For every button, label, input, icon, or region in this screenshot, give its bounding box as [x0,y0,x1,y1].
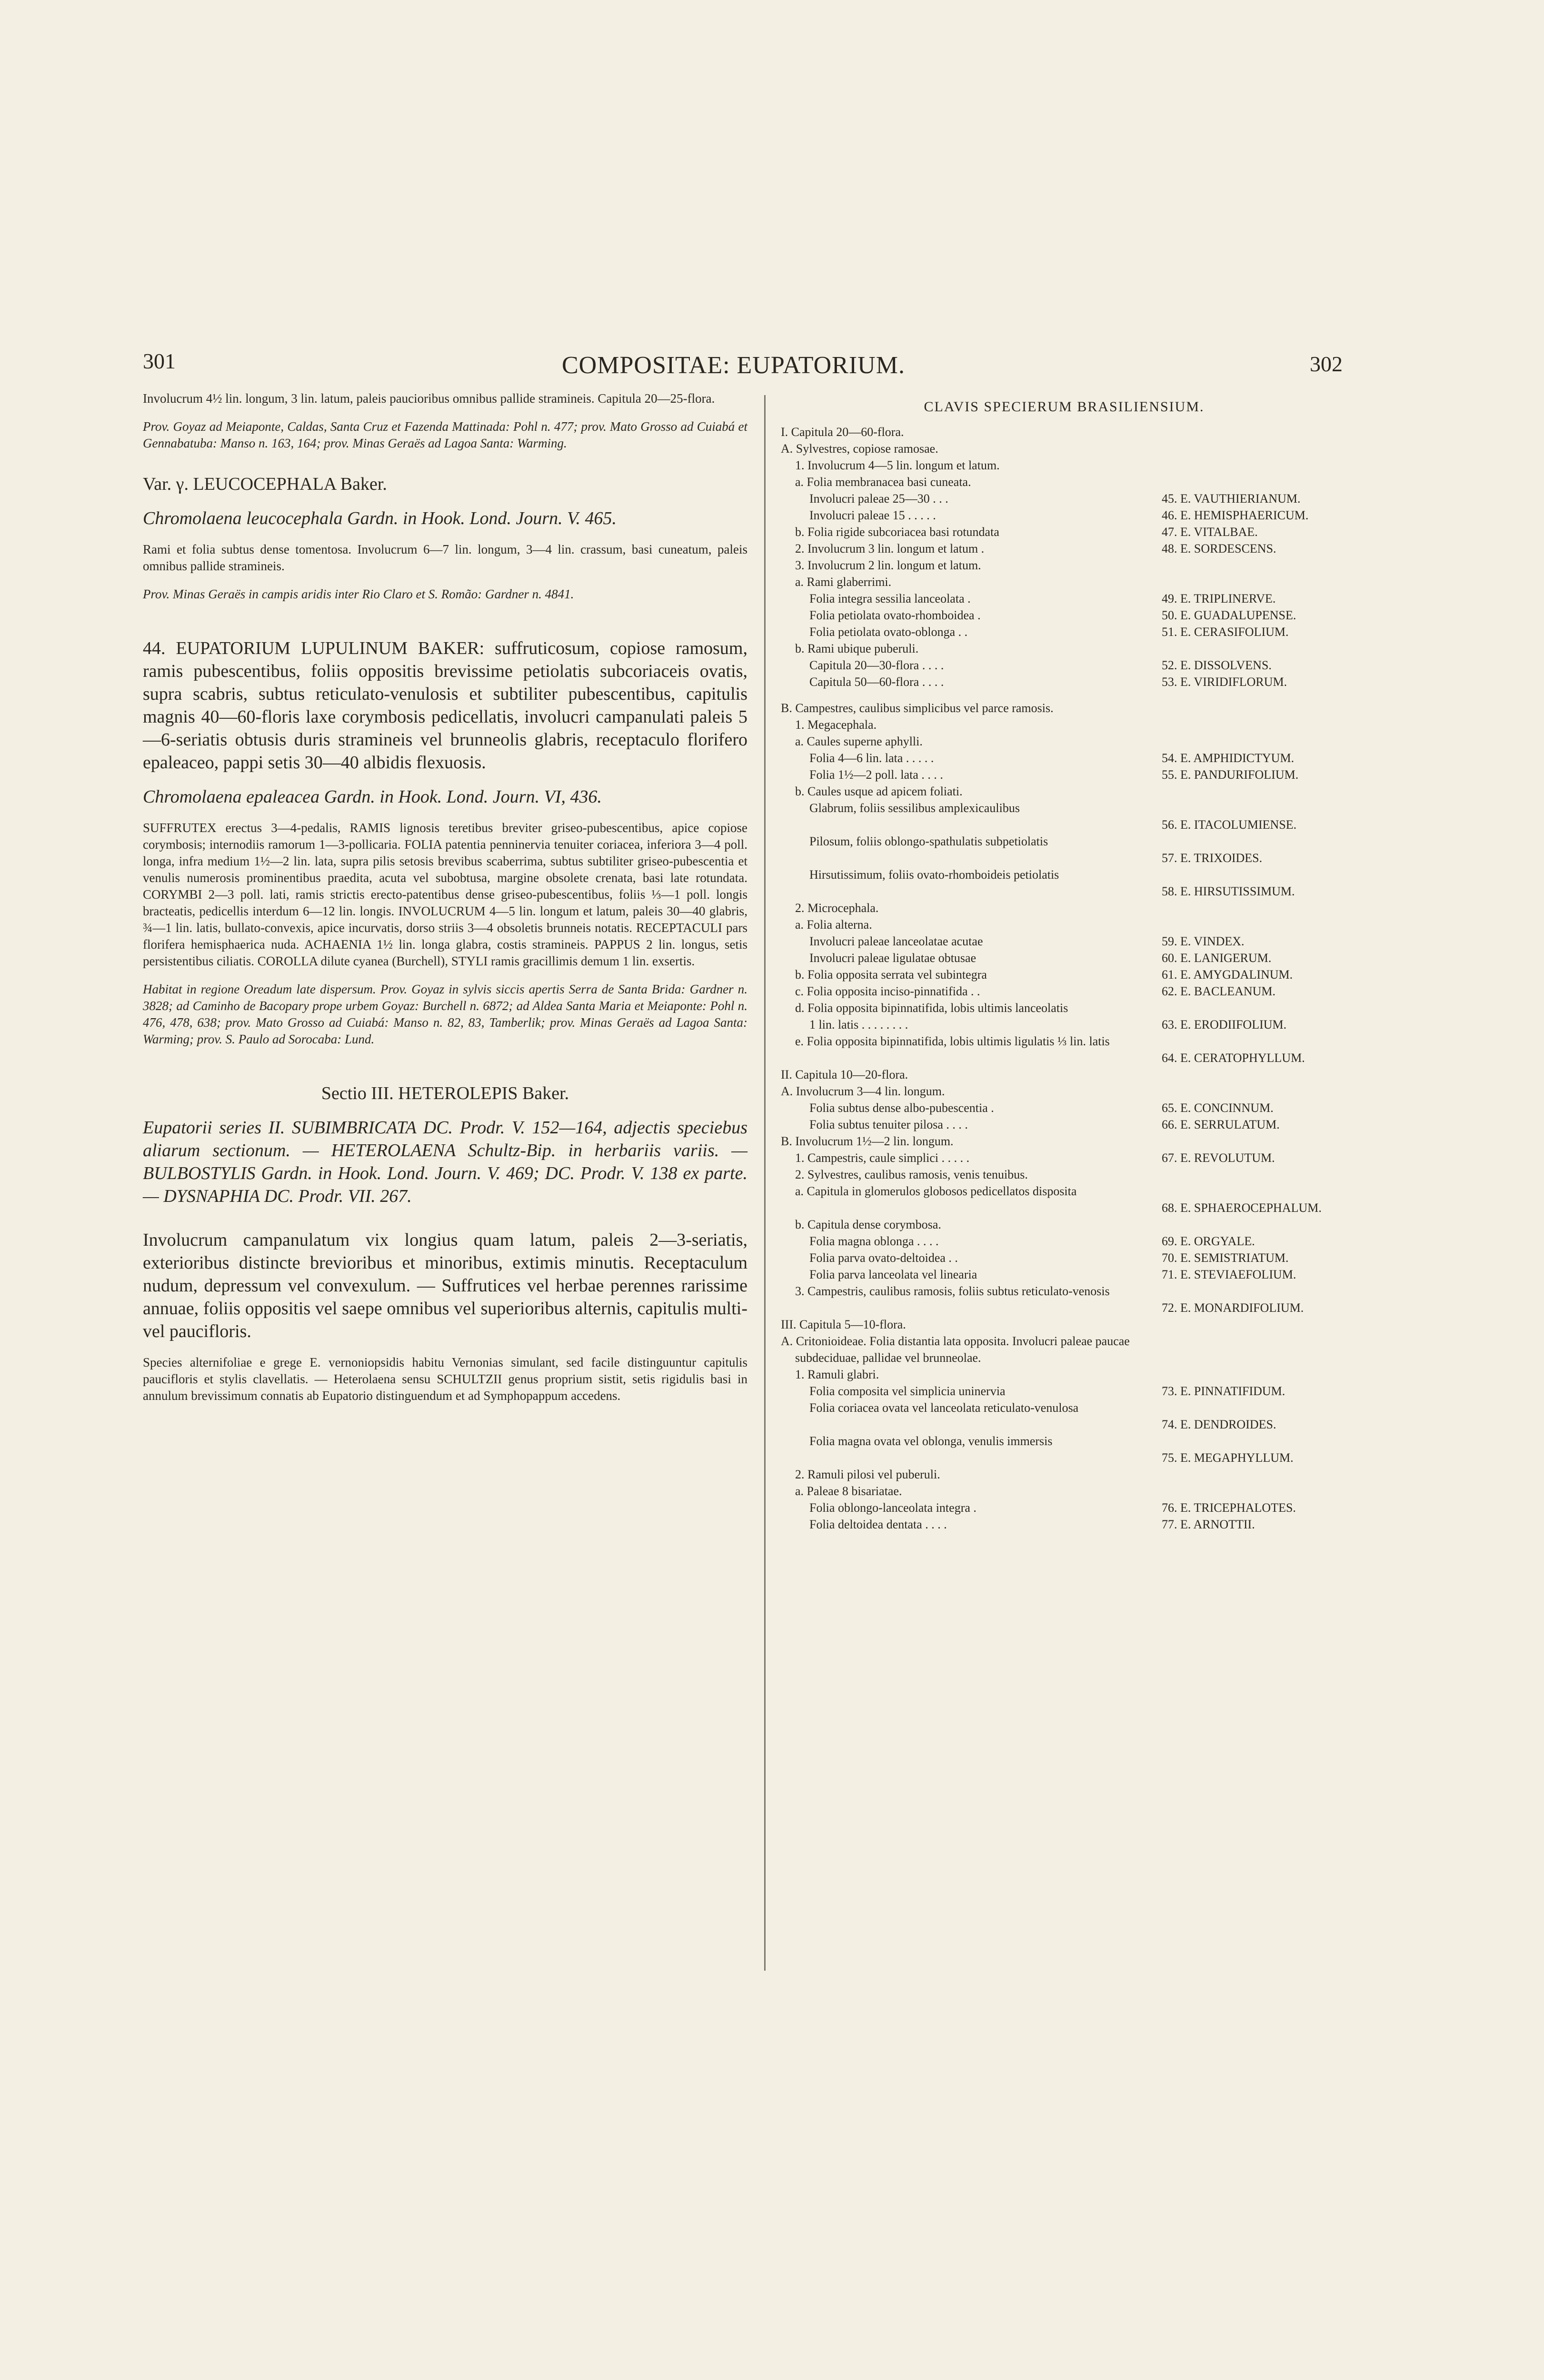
key-row [781,1150,1347,1166]
key-row-text: Folia oblongo-lanceolata integra . [809,1501,976,1515]
key-row [781,624,1347,640]
key-row-species: 74. E. DENDROIDES. [1162,1418,1276,1431]
key-row-species: 54. E. AMPHIDICTYUM. [1162,751,1295,765]
key-row-species: 53. E. VIRIDIFLORUM. [1162,675,1287,689]
species-44-synonym: Chromolaena epaleacea Gardn. in Hook. Lond. Journ. VI, 436. [143,787,602,807]
key-row-species: 45. E. VAUTHIERIANUM. [1162,492,1301,506]
key-row [781,1449,1347,1466]
key-row-text: a. Rami glaberrimi. [795,575,892,589]
key-row [781,1316,1347,1333]
key-row [781,716,1347,733]
key-row-text: III. Capitula 5—10-flora. [781,1318,906,1331]
key-row-species: 46. E. HEMISPHAERICUM. [1162,508,1309,522]
key-row [781,966,1347,983]
key-row-text: b. Rami ubique puberuli. [795,642,919,655]
key-row-species: 61. E. AMYGDALINUM. [1162,968,1293,982]
key-row [781,1183,1347,1200]
key-row-species: 75. E. MEGAPHYLLUM. [1162,1451,1294,1465]
key-row [781,1066,1347,1083]
key-title: CLAVIS SPECIERUM BRASILIENSIUM. [924,399,1205,415]
key-row [781,1399,1347,1416]
key-row-species: 71. E. STEVIAEFOLIUM. [1162,1268,1296,1281]
key-row-text: b. Folia rigide subcoriacea basi rotundata [795,525,999,539]
key-row-species: 70. E. SEMISTRIATUM. [1162,1251,1289,1265]
key-row-text: Folia magna oblonga . . . . [809,1234,939,1248]
key-row-text: Capitula 20—30-flora . . . . [809,658,944,672]
key-row-text: Folia petiolata ovato-rhomboidea . [809,608,981,622]
key-row-text: Folia subtus tenuiter pilosa . . . . [809,1118,968,1131]
key-row [781,950,1347,966]
key-row [781,1349,1347,1366]
key-row-text: d. Folia opposita bipinnatifida, lobis ultimis lanceolatis [795,1001,1068,1015]
key-row-text: 2. Microcephala. [795,901,879,915]
variety-description: Rami et folia subtus dense tomentosa. Involucrum 6—7 lin. longum, 3—4 lin. crassum, basi cuneatum, paleis omnibus pallide stramineis. [143,542,747,573]
variety-synonym: Chromolaena leucocephala Gardn. in Hook. Lond. Journ. V. 465. [143,508,617,528]
key-row-text: b. Folia opposita serrata vel subintegra [795,968,987,982]
key-row-species: 52. E. DISSOLVENS. [1162,658,1272,672]
involucrum-paragraph: Involucrum 4½ lin. longum, 3 lin. latum, paleis paucioribus omnibus pallide stramineis. Capitula 20—25-flora. [143,391,715,406]
key-row [781,983,1347,1000]
key-row [781,640,1347,657]
key-row-species: 58. E. HIRSUTISSIMUM. [1162,884,1295,898]
page-header [143,348,1343,382]
key-row [781,1416,1347,1433]
key-row [781,1366,1347,1383]
key-row-species: 56. E. ITACOLUMIENSE. [1162,818,1297,832]
key-row [781,1383,1347,1399]
key-row [781,1266,1347,1283]
key-row [781,657,1347,674]
key-row-text: Hirsutissimum, foliis ovato-rhomboideis petiolatis [809,868,1059,882]
key-row-species: 76. E. TRICEPHALOTES. [1162,1501,1296,1515]
key-row [781,883,1347,900]
key-row [781,850,1347,866]
sectio-synonymy: Eupatorii series II. SUBIMBRICATA DC. Prodr. V. 152—164, adjectis speciebus aliarum sectionum. — HETEROLAENA Schultz-Bip. in herbariis variis. — BULBOSTYLIS Gardn. in Hook. Lond. Journ. V. 469; DC. Prodr. V. 138 ex parte. — DYSNAPHIA DC. Prodr. VII. 267. [143,1118,747,1206]
key-row [781,766,1347,783]
key-row [781,674,1347,690]
key-row [781,1233,1347,1250]
key-row-text: 2. Involucrum 3 lin. longum et latum . [795,542,985,555]
key-row-text: e. Folia opposita bipinnatifida, lobis ultimis ligulatis ⅓ lin. latis [795,1034,1110,1048]
key-row-text: Capitula 50—60-flora . . . . [809,675,944,689]
key-row-text: Folia petiolata ovato-oblonga . . [809,625,968,639]
key-row-species: 51. E. CERASIFOLIUM. [1162,625,1289,639]
key-row [781,1466,1347,1483]
key-row-species: 67. E. REVOLUTUM. [1162,1151,1275,1165]
key-row-species: 48. E. SORDESCENS. [1162,542,1276,555]
key-row-text: B. Involucrum 1½—2 lin. longum. [781,1134,954,1148]
key-row [781,1299,1347,1316]
key-row [781,524,1347,540]
sectio-heading: Sectio III. HETEROLEPIS Baker. [321,1083,569,1103]
locality-paragraph: Prov. Goyaz ad Meiaponte, Caldas, Santa Cruz et Fazenda Mattinada: Pohl n. 477; prov. Mato Grosso ad Cuiabá et Gennabatuba: Manso n. 163, 164; prov. Minas Geraës ad Lagoa Santa: Warming. [143,419,747,450]
key-row-text: I. Capitula 20—60-flora. [781,425,904,439]
key-rows [781,424,1347,1533]
key-row [781,457,1347,474]
key-row [781,590,1347,607]
species-44-habitat: Habitat in regione Oreadum late dispersum. Prov. Goyaz in sylvis siccis apertis Serra de Santa Brida: Gardner n. 3828; ad Caminho de Bacopary prope urbem Goyaz: Burchell n. 6872; ad Aldea Santa Maria et Meiaponte: Pohl n. 476, 478, 638; prov. Mato Grosso ad Cuiabá: Manso n. 82, 83, Tamberlik; prov. Minas Geraës ad Lagoa Santa: Warming; prov. S. Paulo ad Sorocaba: Lund. [143,982,747,1046]
key-row-text: c. Folia opposita inciso-pinnatifida . . [795,984,980,998]
key-row-text: 1. Involucrum 4—5 lin. longum et latum. [795,458,1000,472]
key-row-text: a. Caules superne aphylli. [795,734,923,748]
key-row [781,574,1347,590]
key-row [781,1250,1347,1266]
key-row [781,440,1347,457]
key-row [781,1033,1347,1050]
key-row-text: Folia parva lanceolata vel linearia [809,1268,977,1281]
key-row-species: 50. E. GUADALUPENSE. [1162,608,1296,622]
key-row [781,1483,1347,1499]
species-44-diagnosis: 44. EUPATORIUM LUPULINUM BAKER: suffruticosum, copiose ramosum, ramis pubescentibus, foliis oppositis brevissime petiolatis subcoriaceis ovatis, supra scabris, subtus reticulato-venulosis et subtiliter pubescentibus, capitulis magnis 40—60-floris laxe corymbosis pedicellatis, involucri campanulati paleis 5—6-seriatis obtusis duris stramineis vel brunneolis glabris, receptaculo florifero epaleaceo, pappi setis 30—40 albidis flexuosis. [143,638,747,773]
key-row-text: a. Folia membranacea basi cuneata. [795,475,971,489]
key-row-text: II. Capitula 10—20-flora. [781,1068,908,1081]
key-row-text: Folia parva ovato-deltoidea . . [809,1251,958,1265]
species-44-description: SUFFRUTEX erectus 3—4-pedalis, RAMIS lignosis teretibus breviter griseo-pubescentibus, apice copiose corymbosis; internodiis ramorum 1—3-pollicaria. FOLIA patentia penninervia tenuiter coriacea, inferiora 3—4 poll. longa, infra medium 1½—2 lin. lata, supra pilis setosis brevibus scaberrima, subtus subtiliter griseo-pubescentia et venulis numerosis prominentibus praedita, acuta vel subobtusa, margine obsolete crenata, basi late rotundata. CORYMBI 2—3 poll. lati, ramis strictis erecto-patentibus dense griseo-pubescentibus, foliis ⅓—1 poll. longis bracteatis, pedicellis interdum 6—12 lin. longis. INVOLUCRUM 4—5 lin. longum et latum, paleis 30—40 glabris, ¾—1 lin. latis, bullato-convexis, apice incurvatis, dorso striis 3—4 obsoletis brunneis notatis. RECEPTACULI pars florifera hemisphaerica nuda. ACHAENIA 1½ lin. longa glabra, costis stramineis. PAPPUS 2 lin. longus, setis persistentibus ciliatis. COROLLA dilute cyanea (Burchell), STYLI ramis gracillimis demum 1 lin. exsertis. [143,821,747,968]
key-row-text: 3. Involucrum 2 lin. longum et latum. [795,558,981,572]
key-row [781,607,1347,624]
key-row-text: 1 lin. latis . . . . . . . . [809,1018,908,1031]
key-row-text: Involucri paleae 25—30 . . . [809,492,948,506]
key-row-text: a. Folia alterna. [795,918,872,932]
key-row [781,933,1347,950]
key-row-species: 64. E. CERATOPHYLLUM. [1162,1051,1305,1065]
key-row-text: Involucri paleae lanceolatae acutae [809,934,983,948]
key-row-species: 69. E. ORGYALE. [1162,1234,1255,1248]
key-row [781,540,1347,557]
key-row-text: Folia integra sessilia lanceolata . [809,592,971,605]
key-row [781,557,1347,574]
key-row-text: Glabrum, foliis sessilibus amplexicaulibus [809,801,1020,815]
page-number-left: 301 [143,349,176,373]
key-row-species: 65. E. CONCINNUM. [1162,1101,1274,1115]
key-row-text: A. Critonioideae. Folia distantia lata opposita. Involucri paleae paucae [781,1334,1130,1348]
key-row [781,1200,1347,1216]
column-divider [764,395,766,1971]
key-row-text: Folia 4—6 lin. lata . . . . . [809,751,934,765]
sectio-note: Species alternifoliae e grege E. vernoniopsidis habitu Vernonias simulant, sed facile distinguuntur capitulis paucifloris et stylis clavellatis. — Heterolaena sensu SCHULTZII genus proprium sistit, setis rigidulis basi in annulum brevissimum connatis ab Eupatorio distinguendum et ad Symphopappum accedens. [143,1355,747,1403]
key-row [781,424,1347,440]
key-row-text: 1. Megacephala. [795,718,877,732]
key-row [781,800,1347,816]
key-row-text: Folia composita vel simplicia uninervia [809,1384,1006,1398]
key-row [781,1100,1347,1116]
key-row-text: Pilosum, foliis oblongo-spathulatis subpetiolatis [809,834,1048,848]
left-column [143,390,747,1404]
key-row [781,900,1347,916]
key-row [781,1116,1347,1133]
key-row [781,1499,1347,1516]
key-row [781,1166,1347,1183]
key-row-text: a. Paleae 8 bisariatae. [795,1484,902,1498]
key-row-text: 1. Ramuli glabri. [795,1368,879,1381]
key-row [781,866,1347,883]
key-row [781,1133,1347,1150]
key-row [781,816,1347,833]
key-row-text: B. Campestres, caulibus simplicibus vel parce ramosis. [781,701,1054,715]
key-row-text: Folia 1½—2 poll. lata . . . . [809,768,943,782]
key-row [781,750,1347,766]
key-row [781,833,1347,850]
key-row [781,507,1347,524]
key-row-species: 63. E. ERODIIFOLIUM. [1162,1018,1287,1031]
key-row-species: 59. E. VINDEX. [1162,934,1245,948]
key-row [781,1083,1347,1100]
key-row-species: 57. E. TRIXOIDES. [1162,851,1263,865]
key-row-species: 77. E. ARNOTTII. [1162,1517,1255,1531]
key-row-species: 66. E. SERRULATUM. [1162,1118,1280,1131]
key-row-species: 72. E. MONARDIFOLIUM. [1162,1301,1304,1315]
key-row-species: 73. E. PINNATIFIDUM. [1162,1384,1285,1398]
key-row-species: 55. E. PANDURIFOLIUM. [1162,768,1299,782]
key-row-text: Folia magna ovata vel oblonga, venulis immersis [809,1434,1053,1448]
key-row [781,1433,1347,1449]
key-row-text: b. Caules usque ad apicem foliati. [795,784,963,798]
key-row-species: 60. E. LANIGERUM. [1162,951,1272,965]
key-row-text: a. Capitula in glomerulos globosos pedicellatos disposita [795,1184,1077,1198]
sectio-description: Involucrum campanulatum vix longius quam latum, paleis 2—3-seriatis, exterioribus distincte brevioribus et minoribus, extimis minutis. Receptaculum nudum, depressum vel convexulum. — Suffrutices vel herbae perennes rarissime annuae, foliis oppositis vel saepe omnibus vel superioribus alternis, capitulis multi- vel paucifloris. [143,1230,747,1341]
key-row [781,1016,1347,1033]
key-row [781,700,1347,716]
variety-heading: Var. γ. LEUCOCEPHALA Baker. [143,474,387,494]
key-row [781,916,1347,933]
key-row [781,1050,1347,1066]
key-row-text: Involucri paleae 15 . . . . . [809,508,936,522]
key-row-text: Folia coriacea ovata vel lanceolata reticulato-venulosa [809,1401,1079,1415]
key-row-text: b. Capitula dense corymbosa. [795,1218,941,1231]
key-row-species: 49. E. TRIPLINERVE. [1162,592,1276,605]
key-row-text: A. Involucrum 3—4 lin. longum. [781,1084,945,1098]
key-row-species: 47. E. VITALBAE. [1162,525,1258,539]
key-row [781,1333,1347,1349]
key-row [781,733,1347,750]
key-row-text: Folia subtus dense albo-pubescentia . [809,1101,994,1115]
key-row-species: 62. E. BACLEANUM. [1162,984,1276,998]
key-row [781,1516,1347,1533]
key-row [781,1000,1347,1016]
page-number-right: 302 [1310,352,1343,376]
key-row-text: 2. Sylvestres, caulibus ramosis, venis tenuibus. [795,1168,1028,1181]
key-row [781,474,1347,490]
key-row-text: Folia deltoidea dentata . . . . [809,1517,947,1531]
key-row-text: 2. Ramuli pilosi vel puberuli. [795,1468,940,1481]
running-title: COMPOSITAE: EUPATORIUM. [562,352,905,379]
key-row-text: 1. Campestris, caule simplici . . . . . [795,1151,970,1165]
key-row [781,1216,1347,1233]
variety-locality: Prov. Minas Geraës in campis aridis inter Rio Claro et S. Romão: Gardner n. 4841. [143,587,574,601]
key-row-species: 68. E. SPHAEROCEPHALUM. [1162,1201,1322,1215]
key-row-text: A. Sylvestres, copiose ramosae. [781,442,938,456]
key-column [781,399,1347,1533]
key-row-text: subdeciduae, pallidae vel brunneolae. [795,1351,981,1365]
key-row [781,490,1347,507]
key-row-text: Involucri paleae ligulatae obtusae [809,951,976,965]
key-row [781,783,1347,800]
key-row-text: 3. Campestris, caulibus ramosis, foliis subtus reticulato-venosis [795,1284,1110,1298]
key-row [781,1283,1347,1299]
